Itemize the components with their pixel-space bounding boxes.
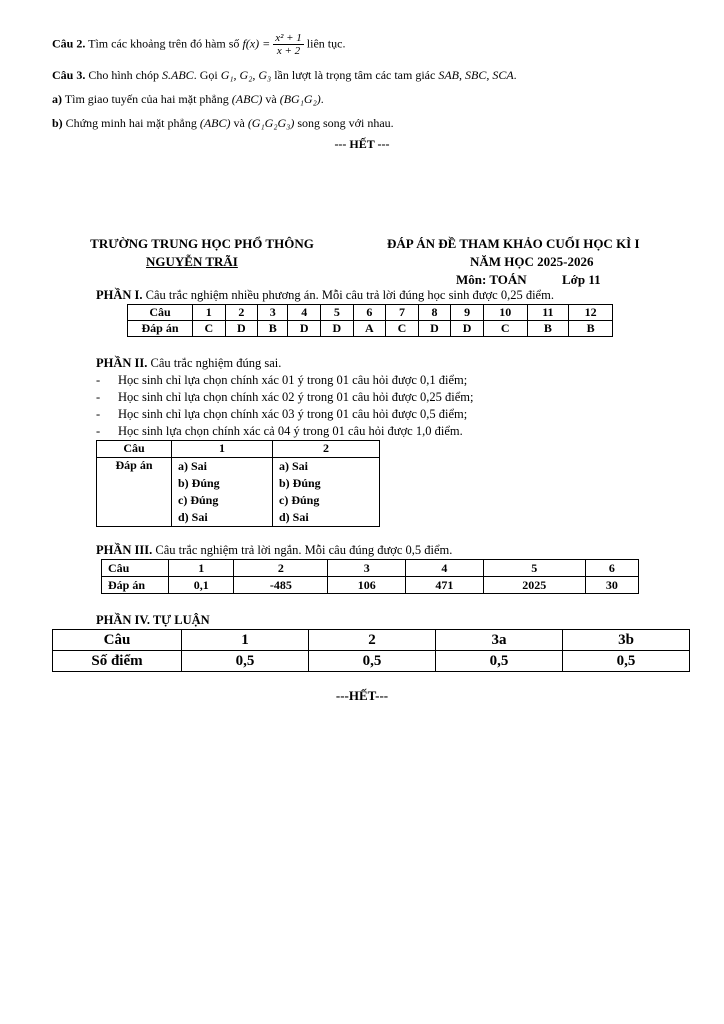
part-3-description: Câu trắc nghiệm trả lời ngắn. Mỗi câu đúng được 0,5 điểm. bbox=[155, 543, 453, 557]
question-cell: 7 bbox=[386, 305, 419, 321]
part-1-description: Câu trắc nghiệm nhiều phương án. Mỗi câu trả lời đúng học sinh được 0,25 điểm. bbox=[145, 288, 554, 302]
question-3b-label: b) bbox=[52, 116, 63, 130]
question-cell: 4 bbox=[288, 305, 321, 321]
function-fraction bbox=[273, 32, 304, 57]
answer-cell: D bbox=[321, 321, 354, 337]
answer-item: d) Sai bbox=[178, 510, 208, 524]
row-label-answer: Đáp án bbox=[102, 577, 169, 594]
rule-text: Học sinh lựa chọn chính xác cả 04 ý trong 01 câu hỏi được 1,0 điểm. bbox=[118, 424, 463, 438]
plane-g1g2g3: (G₁G₂G₃) bbox=[247, 116, 295, 130]
question-3-label: Câu 3. bbox=[52, 68, 86, 82]
grade: Lớp 11 bbox=[562, 272, 601, 287]
answer-cell: C bbox=[386, 321, 419, 337]
fraction-denominator: x + 2 bbox=[276, 45, 301, 57]
part-1-heading bbox=[96, 288, 554, 303]
row-label-score: Số điểm bbox=[53, 651, 182, 672]
table-row bbox=[97, 441, 380, 458]
question-cell: 3 bbox=[328, 560, 406, 577]
rule-item bbox=[96, 423, 474, 440]
question-2-text: Tìm các khoảng trên đó hàm số bbox=[88, 36, 240, 51]
question-cell: 2 bbox=[234, 560, 328, 577]
answer-item: b) Đúng bbox=[178, 476, 220, 490]
score-cell: 0,5 bbox=[182, 651, 309, 672]
part-4-table bbox=[52, 629, 690, 672]
rule-marker: - bbox=[96, 407, 101, 421]
rule-marker: - bbox=[96, 424, 101, 438]
question-cell: 4 bbox=[406, 560, 484, 577]
question-cell: 2 bbox=[309, 630, 436, 651]
question-cell: 1 bbox=[193, 305, 226, 321]
rule-text: Học sinh chỉ lựa chọn chính xác 03 ý trong 01 câu hỏi được 0,5 điểm; bbox=[118, 407, 468, 421]
answer-cell: 0,1 bbox=[169, 577, 234, 594]
answer-cell bbox=[273, 458, 380, 527]
question-cell: 5 bbox=[321, 305, 354, 321]
question-3-rest: lần lượt là trọng tâm các tam giác bbox=[274, 68, 436, 82]
score-cell: 0,5 bbox=[563, 651, 690, 672]
part-1-table bbox=[127, 304, 613, 337]
answer-cell: D bbox=[418, 321, 451, 337]
part-2-description: Câu trắc nghiệm đúng sai. bbox=[150, 356, 282, 370]
table-row bbox=[128, 321, 613, 337]
rule-item bbox=[96, 372, 474, 389]
question-2-label: Câu 2. bbox=[52, 36, 86, 51]
answer-cell: C bbox=[483, 321, 527, 337]
answer-cell: D bbox=[451, 321, 484, 337]
answer-cell: C bbox=[193, 321, 226, 337]
question-3-end: . bbox=[513, 68, 517, 82]
plane-bg1g2: (BG₁G₂) bbox=[279, 92, 321, 106]
answer-item: c) Đúng bbox=[279, 493, 320, 507]
answer-cell: B bbox=[258, 321, 288, 337]
rule-item bbox=[96, 406, 474, 423]
rule-marker: - bbox=[96, 390, 101, 404]
question-3a-label: a) bbox=[52, 92, 62, 106]
row-label-answer: Đáp án bbox=[128, 321, 193, 337]
part-3-heading bbox=[96, 543, 452, 558]
row-label-question: Câu bbox=[53, 630, 182, 651]
question-3a-end: . bbox=[320, 92, 324, 106]
question-3b-text: Chứng minh hai mặt phẳng bbox=[65, 116, 197, 130]
answer-item: a) Sai bbox=[279, 459, 309, 473]
question-cell: 3a bbox=[436, 630, 563, 651]
question-3a bbox=[52, 92, 324, 107]
question-cell: 1 bbox=[169, 560, 234, 577]
row-label-answer: Đáp án bbox=[97, 458, 172, 527]
question-cell: 1 bbox=[182, 630, 309, 651]
answer-cell: B bbox=[527, 321, 569, 337]
question-cell: 6 bbox=[585, 560, 638, 577]
question-cell: 1 bbox=[172, 441, 273, 458]
fraction-numerator: x² + 1 bbox=[275, 32, 302, 44]
question-cell: 12 bbox=[569, 305, 613, 321]
end-marker-top: --- HẾT --- bbox=[334, 137, 390, 151]
part-2-rules bbox=[96, 372, 474, 440]
answer-key-title: ĐÁP ÁN ĐỀ THAM KHẢO CUỐI HỌC KÌ I bbox=[387, 236, 640, 251]
answer-cell: 106 bbox=[328, 577, 406, 594]
part-2-title: PHẦN II. bbox=[96, 356, 148, 370]
score-cell: 0,5 bbox=[309, 651, 436, 672]
row-label-question: Câu bbox=[97, 441, 172, 458]
table-row bbox=[53, 630, 690, 651]
question-cell: 2 bbox=[225, 305, 258, 321]
score-cell: 0,5 bbox=[436, 651, 563, 672]
answer-cell: 471 bbox=[406, 577, 484, 594]
triangle-names: SAB, SBC, SCA bbox=[438, 68, 514, 82]
row-label-question: Câu bbox=[128, 305, 193, 321]
question-cell: 3b bbox=[563, 630, 690, 651]
table-row bbox=[102, 577, 639, 594]
part-2-table bbox=[96, 440, 380, 527]
pyramid-name: S.ABC bbox=[162, 68, 194, 82]
answer-item: b) Đúng bbox=[279, 476, 321, 490]
question-cell: 9 bbox=[451, 305, 484, 321]
answer-cell: 2025 bbox=[483, 577, 585, 594]
rule-marker: - bbox=[96, 373, 101, 387]
answer-item: a) Sai bbox=[178, 459, 208, 473]
rule-text: Học sinh chỉ lựa chọn chính xác 01 ý trong 01 câu hỏi được 0,1 điểm; bbox=[118, 373, 468, 387]
answer-cell: D bbox=[225, 321, 258, 337]
part-3-title: PHẦN III. bbox=[96, 543, 153, 557]
school-year: NĂM HỌC 2025-2026 bbox=[470, 254, 594, 269]
end-marker-bottom: ---HẾT--- bbox=[335, 688, 389, 703]
question-3b bbox=[52, 116, 394, 131]
answer-cell: -485 bbox=[234, 577, 328, 594]
school-name-line2: NGUYỄN TRÃI bbox=[146, 254, 238, 269]
table-row bbox=[102, 560, 639, 577]
function-notation: f(x) = bbox=[242, 36, 271, 51]
question-2-tail: liên tục. bbox=[306, 36, 346, 51]
question-3b-rest: song song với nhau. bbox=[297, 116, 394, 130]
question-3 bbox=[52, 68, 517, 83]
part-3-table bbox=[101, 559, 639, 594]
part-1-title: PHẦN I. bbox=[96, 288, 143, 302]
answer-cell bbox=[172, 458, 273, 527]
question-cell: 5 bbox=[483, 560, 585, 577]
answer-cell: D bbox=[288, 321, 321, 337]
question-cell: 11 bbox=[527, 305, 569, 321]
rule-text: Học sinh chỉ lựa chọn chính xác 02 ý trong 01 câu hỏi được 0,25 điểm; bbox=[118, 390, 474, 404]
table-row bbox=[53, 651, 690, 672]
table-row bbox=[97, 458, 380, 527]
answer-cell: 30 bbox=[585, 577, 638, 594]
question-cell: 8 bbox=[418, 305, 451, 321]
part-2-heading bbox=[96, 356, 281, 371]
question-3-text: Cho hình chóp bbox=[88, 68, 160, 82]
rule-item bbox=[96, 389, 474, 406]
centroid-points: G₁, G₂, G₃ bbox=[220, 68, 272, 82]
answer-item: c) Đúng bbox=[178, 493, 219, 507]
school-name-line1: TRƯỜNG TRUNG HỌC PHỔ THÔNG bbox=[90, 236, 314, 251]
table-row bbox=[128, 305, 613, 321]
answer-item: d) Sai bbox=[279, 510, 309, 524]
question-cell: 2 bbox=[273, 441, 380, 458]
question-3-mid: . Gọi bbox=[193, 68, 218, 82]
subject: Môn: TOÁN bbox=[456, 272, 527, 287]
answer-cell: B bbox=[569, 321, 613, 337]
question-3b-and: và bbox=[233, 116, 245, 130]
question-2 bbox=[52, 32, 345, 57]
row-label-question: Câu bbox=[102, 560, 169, 577]
question-cell: 3 bbox=[258, 305, 288, 321]
question-3a-text: Tìm giao tuyến của hai mặt phẳng bbox=[64, 92, 229, 106]
question-cell: 10 bbox=[483, 305, 527, 321]
plane-abc: (ABC) bbox=[231, 92, 263, 106]
plane-abc-b: (ABC) bbox=[199, 116, 231, 130]
question-3a-and: và bbox=[265, 92, 277, 106]
question-cell: 6 bbox=[353, 305, 386, 321]
answer-cell: A bbox=[353, 321, 386, 337]
part-4-title: PHẦN IV. TỰ LUẬN bbox=[96, 613, 210, 627]
